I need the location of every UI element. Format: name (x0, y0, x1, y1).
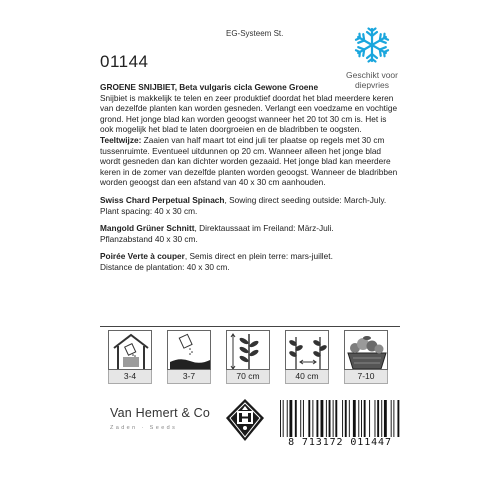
freezer-label-line2: diepvries (354, 80, 390, 90)
sowing-label-nl: Teeltwijze: (100, 134, 142, 145)
pictogram-outdoor-sowing (167, 330, 211, 384)
brand-tagline: Zaden · Seeds (110, 425, 178, 431)
description-fr (100, 251, 400, 272)
brand-name: Van Hemert & Co (110, 406, 211, 420)
pictogram-value: 70 cm (226, 370, 270, 384)
title-de: Mangold Grüner Schnitt (100, 223, 195, 234)
freezer-label-line1: Geschikt voor (346, 70, 398, 80)
text-nl-2: Zaaien van half maart tot eind juli ter plaatse op regels met 30 cm tussenruimte. Eventueel uitdunnen op 20 cm. Wanneer alleen het jonge blad wordt gesneden dan kan dichter worden gezaaid. Het jonge blad kan meerdere keren in de zomer van dezelfde planten worden geoogst. Wanneer de bladribben worden geoogst dan een afstand van 40 x 30 cm aanhouden. (100, 134, 398, 188)
text-en-1: , Sowing direct seeding outside: March-July. (224, 194, 387, 205)
pictogram-row (108, 330, 398, 390)
divider-line (100, 326, 400, 327)
pictogram-value: 3-7 (167, 370, 211, 384)
description-block (100, 82, 400, 280)
pictogram-plant-spacing (226, 330, 270, 384)
pictogram-value: 7-10 (344, 370, 388, 384)
outdoor-sowing-icon (168, 331, 211, 370)
article-number: 01144 (100, 52, 149, 71)
row-spacing-icon (286, 331, 329, 370)
pictogram-indoor-sowing (108, 330, 152, 384)
barcode (276, 400, 404, 460)
text-fr-2: Distance de plantation: 40 x 30 cm. (100, 261, 230, 272)
text-de-1: , Direktaussaat im Freiland: März-Juli. (194, 223, 334, 234)
description-nl (100, 82, 400, 188)
plant-spacing-icon (227, 331, 270, 370)
text-nl-1: Snijbiet is makkelijk te telen en zeer produktief doordat het blad meerdere keren van dezelfde planten kan worden gesneden. Verlangt een voedzame en vochtige grond. Het jonge blad kan worden geoogst wanneer het 20 tot 30 cm is. Het is ook mogelijk het blad te laten doorgroeien en de bladribben te oogsten. (100, 92, 398, 135)
title-fr: Poirée Verte à couper (100, 251, 185, 262)
eg-standard-label: EG-Systeem St. (226, 29, 284, 38)
text-de-2: Pflanzabstand 40 x 30 cm. (100, 233, 198, 244)
description-de (100, 223, 400, 244)
pictogram-harvest (344, 330, 388, 384)
title-nl: GROENE SNIJBIET, Beta vulgaris cicla Gewone Groene (100, 82, 319, 92)
pictogram-row-spacing (285, 330, 329, 384)
indoor-sowing-icon (109, 331, 152, 370)
text-en-2: Plant spacing: 40 x 30 cm. (100, 205, 198, 216)
barcode-number: 8 713172 011447 (276, 437, 404, 448)
brand-logo-icon (225, 398, 265, 442)
title-en: Swiss Chard Perpetual Spinach (100, 194, 225, 205)
snowflake-icon (353, 26, 391, 64)
text-fr-1: , Semis direct en plein terre: mars-juillet. (184, 251, 333, 262)
harvest-icon (345, 331, 388, 370)
pictogram-value: 3-4 (108, 370, 152, 384)
pictogram-value: 40 cm (285, 370, 329, 384)
description-en (100, 195, 400, 216)
freezer-suitable-badge (342, 26, 402, 90)
